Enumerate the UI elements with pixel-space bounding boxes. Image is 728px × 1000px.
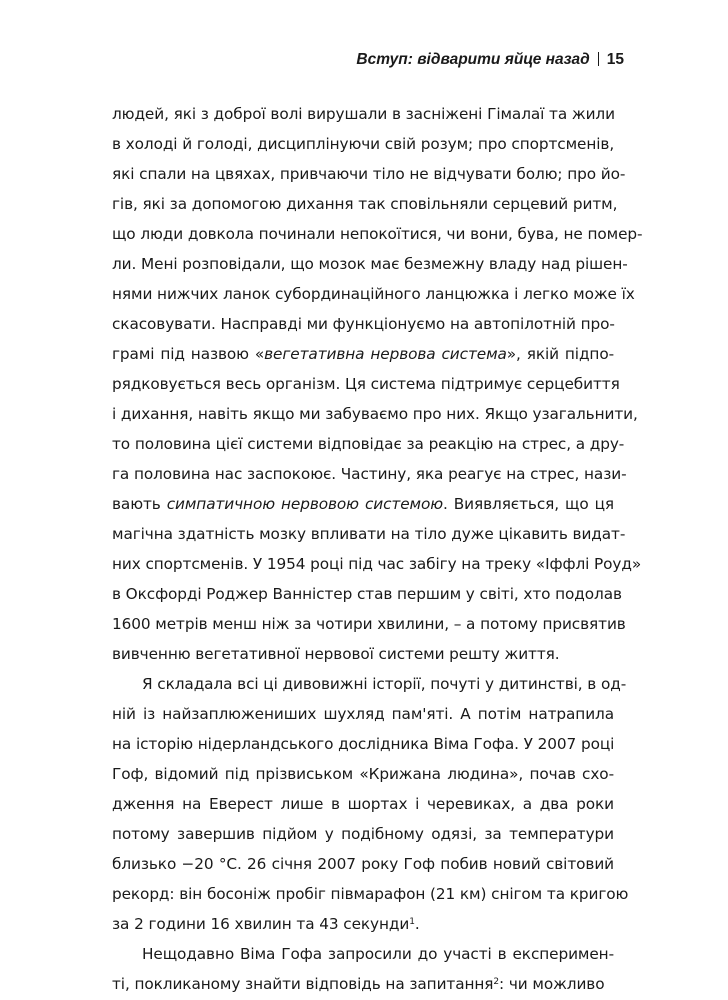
text-line bbox=[112, 579, 622, 609]
text-line bbox=[112, 819, 614, 849]
text-line bbox=[112, 549, 642, 579]
text-line bbox=[112, 639, 614, 669]
text-run: і дихання, навіть якщо ми забуваємо про них. Якщо узагальнити, bbox=[112, 405, 638, 423]
text-run: рядковується весь організм. Ця система підтримує серцебиття bbox=[112, 375, 620, 393]
text-line bbox=[112, 189, 618, 219]
paragraph bbox=[112, 669, 629, 939]
text-line bbox=[112, 489, 614, 519]
text-run: 1600 метрів менш ніж за чотири хвилини, – а потому присвятив bbox=[112, 615, 626, 633]
text-line bbox=[112, 879, 629, 909]
header-separator bbox=[598, 52, 599, 66]
text-run: Нещодавно Віма Гофа запросили до участі в експеримен- bbox=[142, 945, 614, 963]
text-line bbox=[112, 789, 614, 819]
text-run: скасовувати. Насправді ми функціонуємо на автопілотній про- bbox=[112, 315, 615, 333]
text-run: ній із найзаплюжениших шухляд пам'яті. А потім натрапила bbox=[112, 705, 614, 723]
text-run: рекорд: він босоніж пробіг півмарафон (21 км) снігом та кригою bbox=[112, 885, 629, 903]
text-run: то половина цієї системи відповідає за реакцію на стрес, а дру- bbox=[112, 435, 625, 453]
text-run: ли. Мені розповідали, що мозок має безмежну владу над рішен- bbox=[112, 255, 628, 273]
text-run: грамі під назвою « bbox=[112, 345, 265, 363]
text-run: за 2 години 16 хвилин та 43 секунди bbox=[112, 915, 410, 933]
footnote-ref: 2 bbox=[493, 977, 500, 987]
text-line bbox=[112, 339, 614, 369]
text-run: . bbox=[414, 915, 420, 933]
text-run: нями нижчих ланок субординаційного ланцюжка і легко може їх bbox=[112, 285, 635, 303]
text-line bbox=[112, 909, 614, 939]
text-run: в Оксфорді Роджер Ванністер став першим у світі, хто подолав bbox=[112, 585, 622, 603]
text-run: вають bbox=[112, 495, 167, 513]
text-run: . Виявляється, що ця bbox=[443, 495, 614, 513]
text-line bbox=[112, 99, 614, 129]
text-run: га половина нас заспокоює. Частину, яка реагує на стрес, нази- bbox=[112, 465, 627, 483]
text-line bbox=[112, 399, 638, 429]
text-run: в холоді й голоді, дисциплінуючи свій розум; про спортсменів, bbox=[112, 135, 615, 153]
text-line bbox=[112, 279, 635, 309]
text-line bbox=[112, 609, 626, 639]
paragraph bbox=[112, 939, 614, 999]
text-line bbox=[112, 519, 626, 549]
text-line bbox=[112, 159, 626, 189]
text-run: : чи можливо bbox=[499, 975, 605, 993]
text-run: гів, які за допомогою дихання так сповільняли серцевий ритм, bbox=[112, 195, 618, 213]
chapter-title: Вступ: відварити яйце назад bbox=[356, 51, 590, 68]
text-line bbox=[112, 849, 614, 879]
text-line bbox=[112, 219, 643, 249]
page-number: 15 bbox=[606, 51, 624, 68]
text-run: Гоф, відомий під прізвиськом «Крижана людина», почав схо- bbox=[112, 765, 614, 783]
running-header bbox=[356, 50, 624, 70]
text-line bbox=[112, 249, 628, 279]
text-line bbox=[112, 369, 620, 399]
text-run: магічна здатність мозку впливати на тіло дуже цікавить видат- bbox=[112, 525, 626, 543]
text-line bbox=[112, 459, 627, 489]
text-run: », якій підпо- bbox=[506, 345, 614, 363]
text-line bbox=[112, 309, 614, 339]
text-run: близько −20 °С. 26 січня 2007 року Гоф побив новий світовий bbox=[112, 855, 614, 873]
text-line bbox=[112, 669, 627, 699]
text-run: вивченню вегетативної нервової системи решту життя. bbox=[112, 645, 560, 663]
text-run: Я складала всі ці дивовижні історії, почуті у дитинстві, в од- bbox=[142, 675, 627, 693]
text-run: них спортсменів. У 1954 році під час забігу на треку «Іффлі Роуд» bbox=[112, 555, 642, 573]
italic-term: вегетативна нервова система bbox=[264, 345, 507, 363]
body-text bbox=[112, 99, 643, 999]
text-line bbox=[112, 969, 614, 999]
italic-term: симпатичною нервовою системою bbox=[166, 495, 444, 513]
text-run: що люди довкола починали непокоїтися, чи вони, бува, не помер- bbox=[112, 225, 643, 243]
text-run: ті, покликаному знайти відповідь на запитання bbox=[112, 975, 494, 993]
text-run: які спали на цвяхах, привчаючи тіло не відчувати болю; про йо- bbox=[112, 165, 626, 183]
text-line bbox=[112, 939, 614, 969]
text-line bbox=[112, 699, 614, 729]
text-line bbox=[112, 129, 614, 159]
text-run: людей, які з доброї волі вирушали в засніжені Гімалаї та жили bbox=[112, 105, 615, 123]
text-run: потому завершив підйом у подібному одязі, за температури bbox=[112, 825, 614, 843]
text-line bbox=[112, 429, 625, 459]
text-line bbox=[112, 729, 614, 759]
paragraph bbox=[112, 99, 643, 669]
footnote-ref: 1 bbox=[409, 917, 415, 927]
text-run: дження на Еверест лише в шортах і черевиках, а два роки bbox=[112, 795, 614, 813]
text-line bbox=[112, 759, 614, 789]
text-run: на історію нідерландського дослідника Віма Гофа. У 2007 році bbox=[112, 735, 615, 753]
